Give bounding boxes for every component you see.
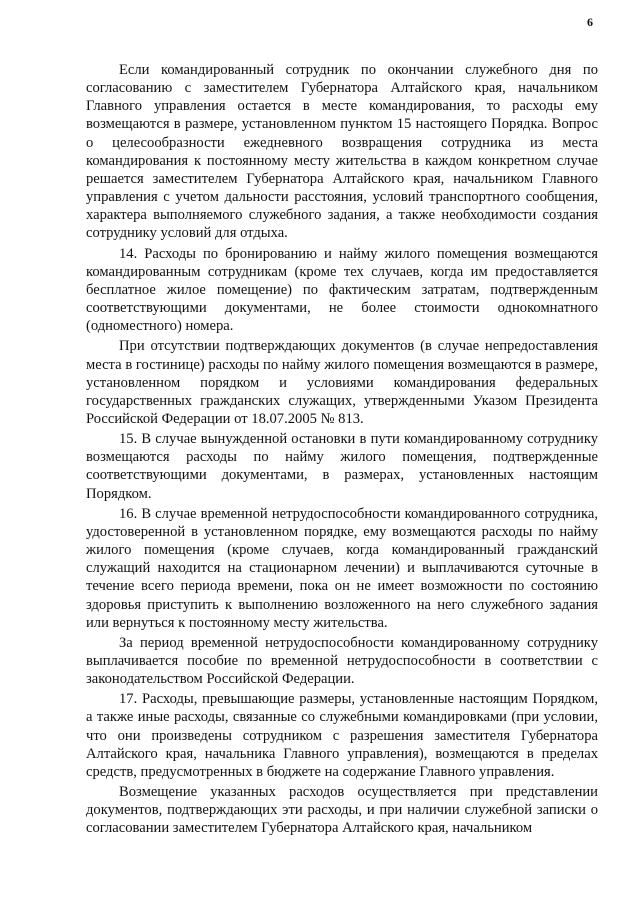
page-number: 6 [587,15,593,29]
paragraph-15-forced-stop: 15. В случае вынужденной остановки в пути командированному сотруднику возмещаются расходы по найму жилого помещения, подтвержденные соответствующими документами, в размерах, установленных настоящим Порядком. [86,431,598,502]
paragraph-reimbursement: Возмещение указанных расходов осуществляется при представлении документов, подтверждающих эти расходы, и при наличии служебной записки о согласовании заместителем Губернатора Алтайского края, начальником [86,784,598,837]
paragraph-16-disability: 16. В случае временной нетрудоспособности командированного сотрудника, удостоверенной в установленном порядке, ему возмещаются расходы по найму жилого помещения (кроме случаев, когда командированный гражданский служащий находится на стационарном лечении) и выплачиваются суточные в течение всего периода времени, пока он не имеет возможности по состоянию здоровья приступить к выполнению возложенного на него служебного задания или вернуться к постоянному месту жительства. [86,505,598,631]
paragraph-disability-allowance: За период временной нетрудоспособности командированному сотруднику выплачивается пособие по временной нетрудоспособности в соответствии с законодательством Российской Федерации. [86,634,598,688]
paragraph-return-travel: Если командированный сотрудник по окончании служебного дня по согласованию с заместителем Губернатора Алтайского края, начальником Главного управления остается в месте командирования, то расходы ему возмещаются в размере, установленном пунктом 15 настоящего Порядка. Вопрос о целесообразности ежедневного возвращения сотрудника из места командирования к постоянному месту жительства в каждом конкретном случае решается заместителем Губернатора Алтайского края, начальником Главного управления с учетом дальности расстояния, условий транспортного сообщения, характера выполняемого служебного задания, а также необходимости создания сотруднику условий для отдыха. [86,62,598,242]
document-body [86,61,598,838]
paragraph-no-documents: При отсутствии подтверждающих документов (в случае непредоставления места в гостинице) расходы по найму жилого помещения возмещаются в размере, установленном порядком и условиями командирования федеральных государственных гражданских служащих, утвержденными Указом Президента Российской Федерации от 18.07.2005 № 813. [86,338,598,427]
paragraph-17-excess-expenses: 17. Расходы, превышающие размеры, установленные настоящим Порядком, а также иные расходы, связанные со служебными командировками (при условии, что они произведены сотрудником с разрешения заместителя Губернатора Алтайского края, начальника Главного управления), возмещаются в пределах средств, предусмотренных в бюджете на содержание Главного управления. [86,691,598,780]
paragraph-14-lodging: 14. Расходы по бронированию и найму жилого помещения возмещаются командированным сотрудникам (кроме тех случаев, когда им предоставляется бесплатное жилое помещение) по фактическим затратам, подтвержденным соответствующими документами, не более стоимости однокомнатного (одноместного) номера. [86,245,598,335]
